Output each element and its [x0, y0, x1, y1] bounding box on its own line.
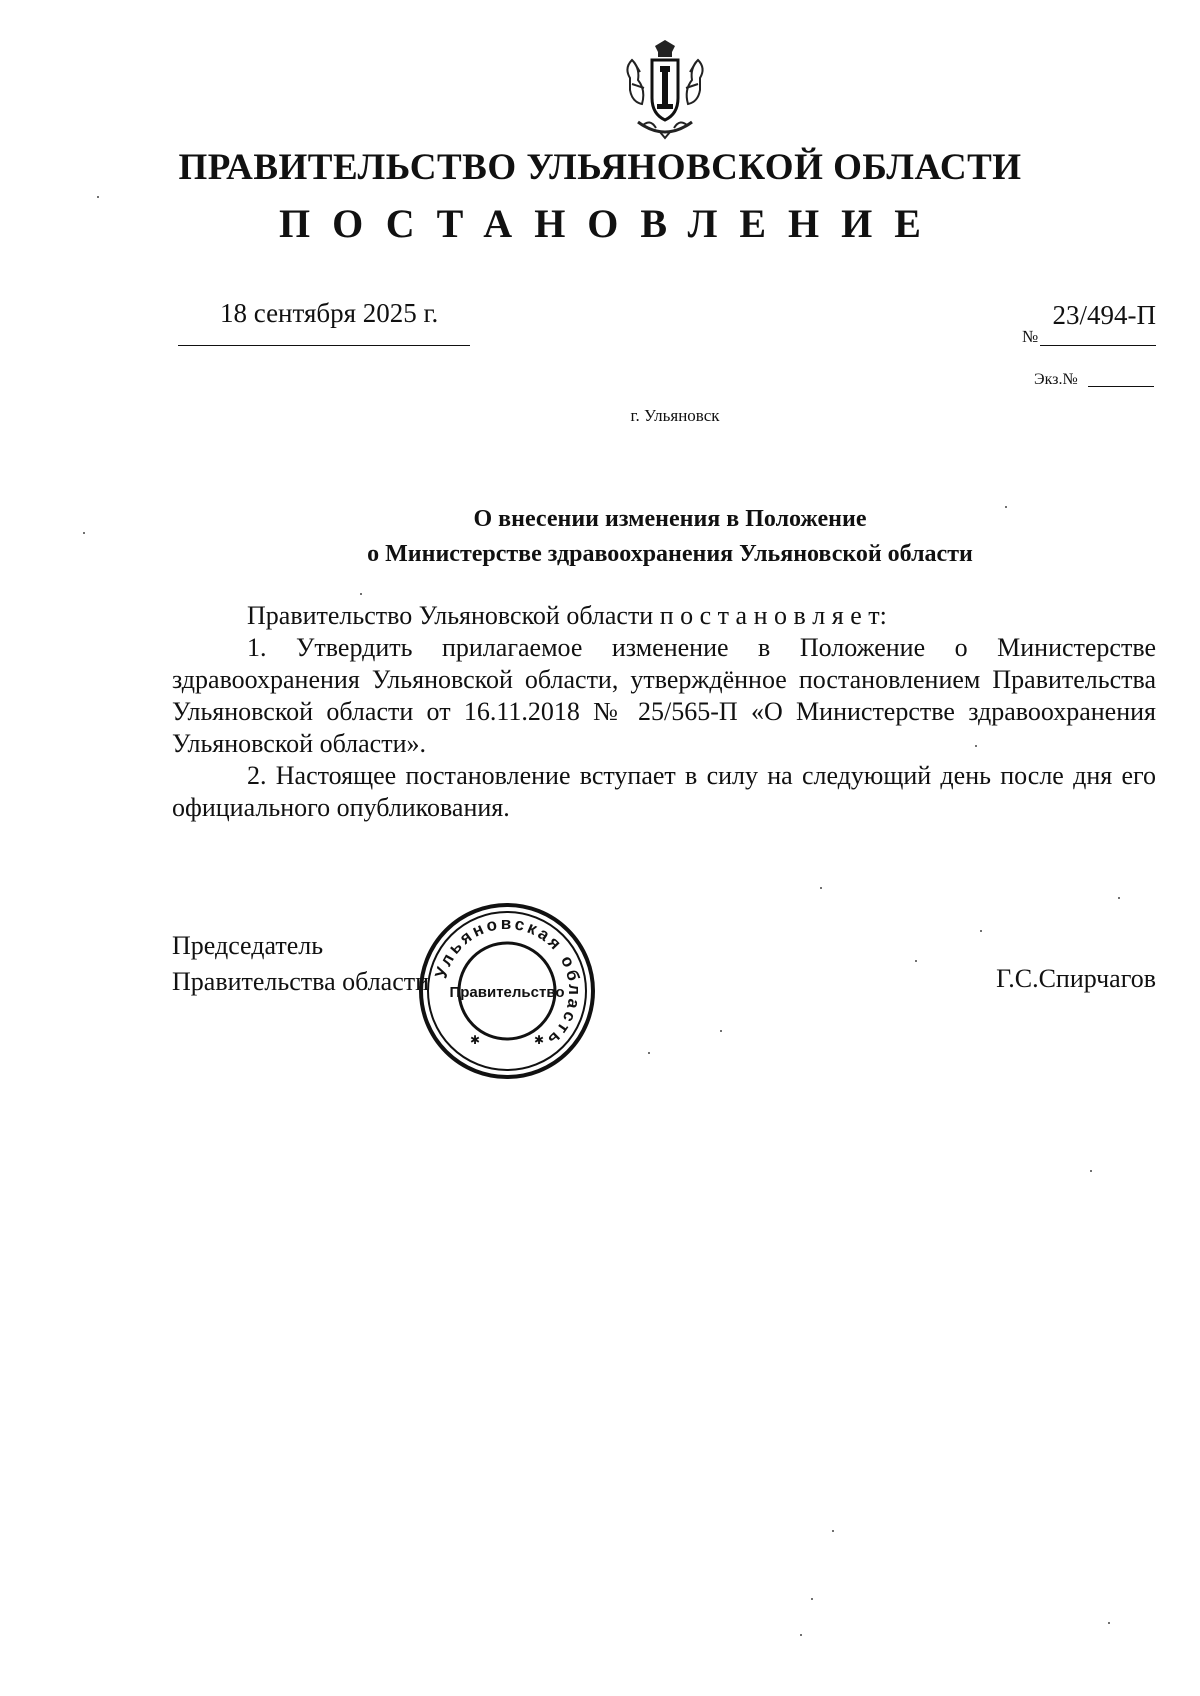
position-line-2: Правительства области: [172, 967, 430, 996]
subject-line-1: О внесении изменения в Положение: [473, 506, 867, 532]
signatory-name: Г.С.Спирчагов: [996, 964, 1156, 993]
coat-of-arms-icon: [620, 38, 710, 148]
number-underline: [1040, 345, 1156, 346]
signatory-position: [172, 928, 429, 1000]
document-date: 18 сентября 2025 г.: [220, 298, 439, 328]
document-subject: [170, 502, 1170, 572]
organization-title: ПРАВИТЕЛЬСТВО УЛЬЯНОВСКОЙ ОБЛАСТИ: [178, 147, 1022, 188]
document-body: [172, 600, 1156, 824]
svg-text:Ульяновская область: Ульяновская область: [431, 913, 585, 1052]
svg-text:✱: ✱: [534, 1033, 545, 1047]
position-line-1: Председатель: [172, 931, 324, 960]
resolution-intro: Правительство Ульяновской области п о с т а н о в л я е т:: [247, 601, 887, 630]
official-seal-stamp: [418, 902, 596, 1080]
resolution-item-1: 1. Утвердить прилагаемое изменение в Положение о Министерстве здравоохранения Ульяновской области, утверждённое постановлением Правительства Ульяновской области от 16.11.2018 № 25/565-П «О Министерстве здравоохранения Ульяновской области».: [172, 633, 1156, 758]
document-type-title: ПОСТАНОВЛЕНИЕ: [279, 201, 943, 246]
subject-line-2: о Министерстве здравоохранения Ульяновской области: [367, 541, 973, 567]
number-sign: №: [1022, 327, 1039, 346]
svg-text:✱: ✱: [470, 1033, 481, 1047]
city: г. Ульяновск: [630, 406, 720, 425]
date-underline: [178, 345, 470, 346]
resolution-item-2: 2. Настоящее постановление вступает в силу на следующий день после дня его официального опубликования.: [172, 761, 1156, 822]
copy-number-underline: [1088, 386, 1154, 387]
svg-text:Правительство: Правительство: [449, 984, 565, 1001]
document-number: 23/494-П: [1052, 300, 1156, 330]
copy-number-label: Экз.№: [1034, 371, 1078, 388]
